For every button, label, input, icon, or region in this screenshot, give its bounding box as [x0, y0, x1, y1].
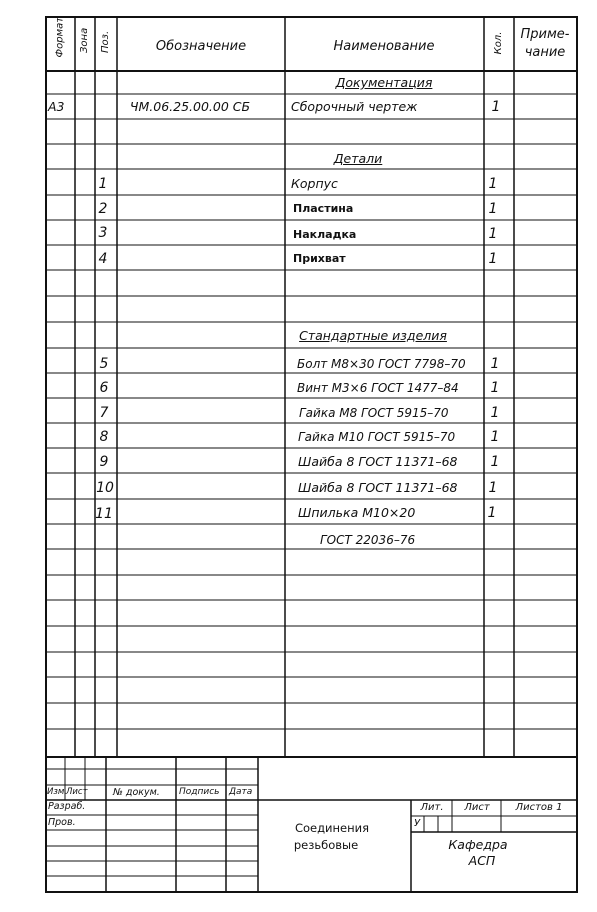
pos-cell: 8: [99, 429, 109, 445]
tb-title-1: Соединения: [294, 821, 370, 835]
header-zona: Зона: [79, 27, 90, 53]
qty-cell: 1: [490, 356, 500, 372]
qty-cell: 1: [488, 201, 498, 217]
pos-cell: 7: [99, 405, 109, 421]
header-naimenovanie: Наименование: [333, 39, 435, 54]
qty-cell: 1: [490, 380, 500, 396]
tb-n-dokum: № докум.: [113, 787, 160, 798]
format-cell: А3: [48, 99, 65, 114]
header-prim-2: чание: [524, 45, 566, 60]
pos-cell: 11: [95, 506, 113, 522]
name-cell: Прихват: [293, 252, 346, 265]
section-title: Детали: [333, 151, 383, 166]
pos-cell: 5: [99, 356, 109, 372]
qty-cell: 1: [487, 505, 497, 521]
header-oboznachenie: Обозначение: [155, 39, 247, 54]
tb-lit-value: У: [413, 818, 421, 829]
tb-lit: Лит.: [420, 802, 444, 813]
qty-cell: 1: [490, 429, 500, 445]
designation-cell: ЧМ.06.25.00.00 СБ: [129, 99, 251, 114]
pos-cell: 9: [99, 454, 109, 470]
qty-cell: 1: [488, 176, 498, 192]
pos-cell: 10: [96, 480, 114, 496]
name-cell: Гайка М8 ГОСТ 5915–70: [299, 406, 449, 420]
tb-data: Дата: [229, 787, 253, 797]
name-cell: ГОСТ 22036–76: [320, 533, 416, 547]
tb-list: Лист: [66, 787, 88, 797]
header-prim-1: Приме-: [520, 27, 570, 42]
qty-cell: 1: [491, 99, 501, 115]
name-cell: Винт М3×6 ГОСТ 1477–84: [297, 381, 459, 395]
tb-list-label: Лист: [464, 802, 490, 813]
tb-title-2: резьбовые: [293, 838, 359, 852]
name-cell: Сборочный чертеж: [291, 99, 418, 114]
tb-org-2: АСП: [468, 853, 496, 868]
pos-cell: 3: [98, 225, 108, 241]
header-kol: Кол.: [493, 31, 504, 55]
header-poz: Поз.: [100, 30, 111, 53]
section-title: Документация: [335, 75, 433, 90]
tb-prov: Пров.: [48, 817, 76, 828]
name-cell: Шпилька М10×20: [298, 505, 416, 520]
name-cell: Шайба 8 ГОСТ 11371–68: [298, 454, 458, 469]
tb-listov: Листов 1: [515, 802, 563, 813]
qty-cell: 1: [490, 405, 500, 421]
qty-cell: 1: [488, 251, 498, 267]
pos-cell: 6: [99, 380, 109, 396]
name-cell: Накладка: [293, 228, 357, 241]
header-format: Формат: [54, 16, 66, 58]
name-cell: Гайка М10 ГОСТ 5915–70: [298, 430, 456, 444]
name-cell: Болт М8×30 ГОСТ 7798–70: [297, 357, 466, 371]
name-cell: Шайба 8 ГОСТ 11371–68: [298, 480, 458, 495]
name-cell: Пластина: [293, 202, 354, 215]
tb-izm: Изм.: [47, 787, 67, 797]
section-title: Стандартные изделия: [299, 328, 447, 343]
tb-podpis: Подпись: [179, 787, 220, 797]
tb-razrab: Разраб.: [48, 801, 86, 812]
pos-cell: 2: [98, 201, 108, 217]
pos-cell: 1: [98, 176, 108, 192]
name-cell: Корпус: [291, 176, 338, 191]
tb-org-1: Кафедра: [448, 837, 508, 852]
qty-cell: 1: [488, 226, 498, 242]
qty-cell: 1: [488, 480, 498, 496]
pos-cell: 4: [98, 251, 108, 267]
qty-cell: 1: [490, 454, 500, 470]
